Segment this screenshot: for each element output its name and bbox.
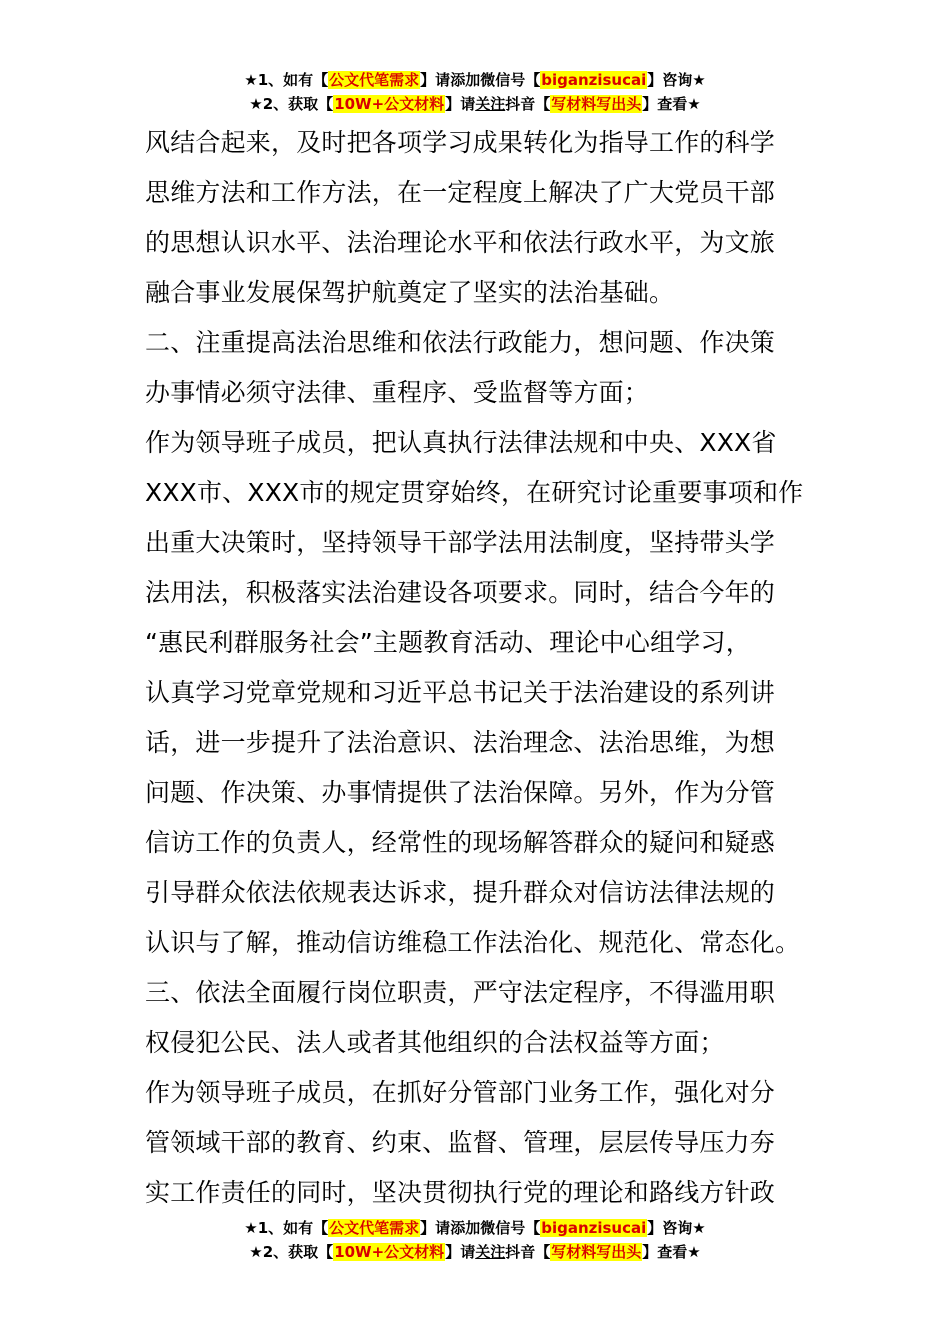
section-heading-2: 二、注重提高法治思维和依法行政能力，想问题、作决策 [145, 328, 776, 357]
body-line: 认真学习党章党规和习近平总书记关于法治建设的系列讲 [145, 678, 776, 707]
banner-text: 微信号【 [480, 1219, 541, 1237]
footer-banner [0, 1216, 950, 1264]
highlight-wechat-id: biganzisucai [541, 71, 647, 89]
banner-line-2 [0, 92, 950, 116]
body-line: 信访工作的负责人，经常性的现场解答群众的疑问和疑惑 [145, 828, 776, 857]
banner-text: 微信号【 [480, 71, 541, 89]
body-line: 的思想认识水平、法治理论水平和依法行政水平，为文旅 [145, 228, 776, 257]
banner-line-1 [0, 1216, 950, 1240]
banner-line-2 [0, 1240, 950, 1264]
document-body [145, 118, 815, 1218]
body-line: 认识与了解，推动信访维稳工作法治化、规范化、常态化。 [145, 928, 801, 957]
body-line: 出重大决策时，坚持领导干部学法用法制度，坚持带头学 [145, 528, 776, 557]
banner-text: 2、获取【 [262, 1243, 334, 1261]
banner-text: 1、如有【 [257, 1219, 329, 1237]
banner-text: 】请 [445, 95, 476, 113]
highlight-service: 公文代笔需求 [329, 71, 420, 89]
banner-text: 】请 [445, 1243, 476, 1261]
banner-text: 】查看★ [642, 1243, 701, 1261]
banner-text: 】请 [420, 71, 451, 89]
banner-text: 2、获取【 [262, 95, 334, 113]
banner-text: 抖音【 [505, 1243, 551, 1261]
body-line: 风结合起来，及时把各项学习成果转化为指导工作的科学 [145, 128, 776, 157]
star-icon: ★ [249, 95, 263, 113]
body-line: 融合事业发展保驾护航奠定了坚实的法治基础。 [145, 278, 675, 307]
header-banner [0, 68, 950, 116]
body-line: 思维方法和工作方法，在一定程度上解决了广大党员干部 [145, 178, 776, 207]
banner-emphasis: 添加 [450, 1219, 481, 1237]
body-line: XXX市、XXX市的规定贯穿始终，在研究讨论重要事项和作 [145, 478, 804, 507]
body-line: 实工作责任的同时，坚决贯彻执行党的理论和路线方针政 [145, 1178, 776, 1207]
highlight-wechat-id: biganzisucai [541, 1219, 647, 1237]
body-line: 话，进一步提升了法治意识、法治理念、法治思维，为想 [145, 728, 776, 757]
body-line: “惠民利群服务社会”主题教育活动、理论中心组学习， [145, 628, 751, 657]
body-line: 作为领导班子成员，在抓好分管部门业务工作，强化对分 [145, 1078, 776, 1107]
banner-emphasis: 添加 [450, 71, 481, 89]
banner-text: 】咨询★ [647, 1219, 706, 1237]
highlight-service: 公文代笔需求 [329, 1219, 420, 1237]
body-line: 办事情必须守法律、重程序、受监督等方面； [145, 378, 650, 407]
section-heading-3: 三、依法全面履行岗位职责，严守法定程序，不得滥用职 [145, 978, 776, 1007]
banner-emphasis: 关注 [475, 95, 506, 113]
banner-text: 1、如有【 [257, 71, 329, 89]
body-line: 法用法，积极落实法治建设各项要求。同时，结合今年的 [145, 578, 776, 607]
body-line: 问题、作决策、办事情提供了法治保障。另外，作为分管 [145, 778, 776, 807]
banner-emphasis: 关注 [475, 1243, 506, 1261]
highlight-materials: 10W+公文材料 [334, 1243, 445, 1261]
body-line: 作为领导班子成员，把认真执行法律法规和中央、XXX省 [145, 428, 777, 457]
star-icon: ★ [244, 71, 258, 89]
body-line: 管领域干部的教育、约束、监督、管理，层层传导压力夯 [145, 1128, 776, 1157]
highlight-douyin-account: 写材料写出头 [551, 1243, 642, 1261]
body-line: 引导群众依法依规表达诉求，提升群众对信访法律法规的 [145, 878, 776, 907]
banner-text: 】查看★ [642, 95, 701, 113]
banner-text: 】请 [420, 1219, 451, 1237]
star-icon: ★ [244, 1219, 258, 1237]
body-line: 权侵犯公民、法人或者其他组织的合法权益等方面； [145, 1028, 725, 1057]
highlight-materials: 10W+公文材料 [334, 95, 445, 113]
banner-text: 】咨询★ [647, 71, 706, 89]
highlight-douyin-account: 写材料写出头 [551, 95, 642, 113]
banner-line-1 [0, 68, 950, 92]
banner-text: 抖音【 [505, 95, 551, 113]
star-icon: ★ [249, 1243, 263, 1261]
